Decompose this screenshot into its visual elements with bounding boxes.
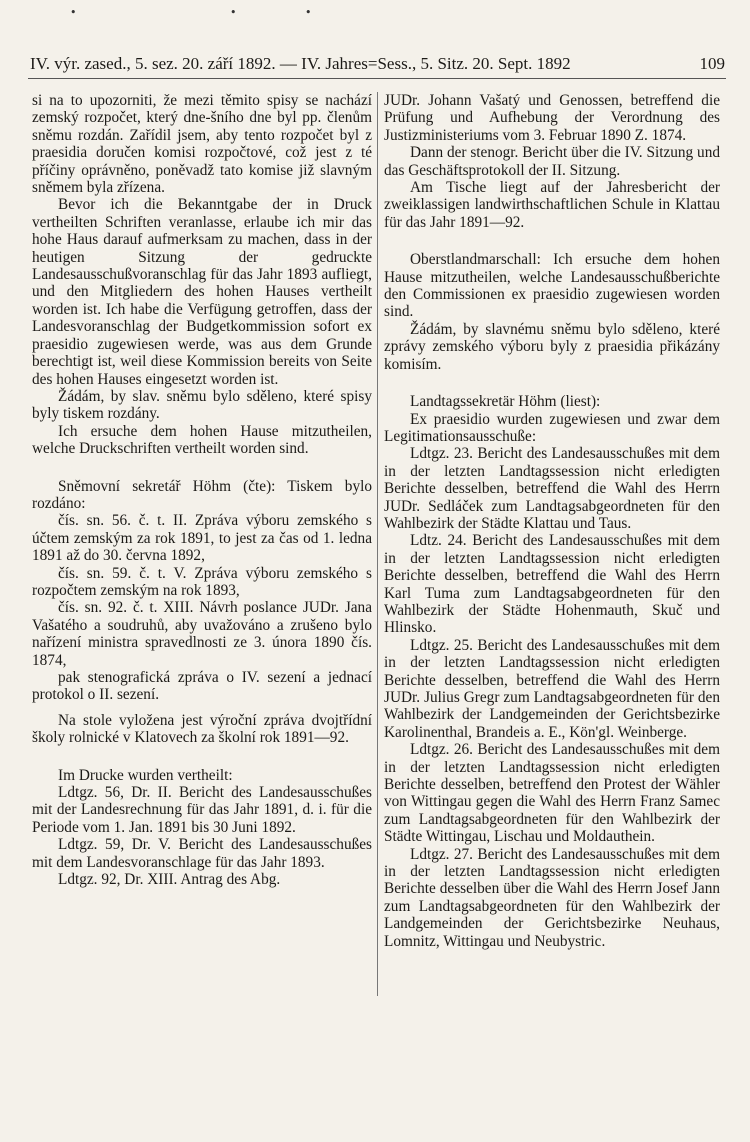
paragraph: Bevor ich die Bekanntgabe der in Druck vertheilten Schriften veranlasse, erlaube ich mir das hohe Haus darauf aufmerksam zu machen, dass in der heutigen Sitzung der gedruckte Landesausschußvoranschlag für das Jahr 1893 aufliegt, und den Mitgliedern des hohen Hauses vertheilt worden ist. Ich habe die Verfügung getroffen, dass der Landesvoranschlag der Budgetkommission sofort ex praesidio zugewiesen werde, was aus dem Grunde berechtigt ist, weil diese Kommission bereits von Seite des hohen Hauses eingesetzt worden ist. (32, 196, 372, 388)
paragraph: Ldtz. 24. Bericht des Landesausschußes mit dem in der letzten Landtagssession nicht erledigten Berichte desselben, betreffend die Wahl des Herrn Karl Tuma zum Landtagsabgeordneten für den Wahlbezirk der Städte Hohenmauth, Skuč und Hlinsko. (384, 532, 720, 637)
paragraph-gap (32, 747, 372, 767)
paragraph: Ldtgz. 27. Bericht des Landesausschußes mit dem in der letzten Landtagssession nicht erledigten Berichte desselben über die Wahl des Herrn Josef Jann zum Landtagsabgeordneten für den Wahlbezirk der Landgemeinden der Gerichtsbezirke Neuhaus, Lomnitz, Wittingau und Neubystric. (384, 845, 720, 950)
scan-dot: • (230, 6, 237, 19)
right-column (384, 92, 720, 950)
paragraph-gap (384, 231, 720, 251)
paragraph: Ldtgz. 56, Dr. II. Bericht des Landesausschußes mit der Landesrechnung für das Jahr 1891, d. i. für die Periode vom 1. Jan. 1891 bis 30 Juni 1892. (32, 784, 372, 836)
paragraph: pak stenografická zpráva o IV. sezení a jednací protokol o II. sezení. (32, 669, 372, 704)
paragraph: Ich ersuche dem hohen Hause mitzutheilen, welche Druckschriften vertheilt worden sind. (32, 422, 372, 458)
paragraph: Im Drucke wurden vertheilt: (58, 766, 233, 784)
paragraph-gap (32, 458, 372, 478)
paragraph: Oberstlandmarschall: Ich ersuche dem hohen Hause mitzutheilen, welche Landesausschußberichte den Commissionen ex praesidio zugewiesen worden sind. (384, 251, 720, 321)
paragraph: Am Tische liegt auf der Jahresbericht der zweiklassigen landwirthschaftlichen Schule in Klattau für das Jahr 1891—92. (384, 179, 720, 231)
left-column (32, 92, 372, 888)
paragraph: Dann der stenogr. Bericht über die IV. Sitzung und das Geschäftsprotokoll der II. Sitzung. (384, 144, 720, 179)
paragraph: Ldtgz. 59, Dr. V. Bericht des Landesausschußes mit dem Landesvoranschlage für das Jahr 1893. (32, 836, 372, 871)
running-head: IV. výr. zased., 5. sez. 20. září 1892. — IV. Jahres=Sess., 5. Sitz. 20. Sept. 1892 (30, 54, 571, 73)
paragraph: si na to upozorniti, že mezi těmito spisy se nachází zemský rozpočet, který dne-šního dne byl pp. členům sněmu rozdán. Zařídil jsem, aby tento rozpočet byl z praesidia doručen komisi rozpočtové, což jest z té příčiny oprávněno, poněvadž tato komise již slavným sněmem byla zřízena. (32, 92, 372, 197)
page-header (30, 54, 725, 74)
header-rule (28, 78, 726, 79)
scan-dot: • (70, 6, 77, 19)
paragraph: Ldtgz. 23. Bericht des Landesausschußes mit dem in der letzten Landtagssession nicht erledigten Berichte desselben, betreffend die Wahl des Herrn JUDr. Sedláček zum Landtagsabgeordneten für den Wahlbezirk der Städte Klattau und Taus. (384, 445, 720, 532)
paragraph: Na stole vyložena jest výroční zpráva dvojtřídní školy rolnické v Klatovech za školní rok 1891—92. (32, 711, 372, 747)
paragraph: Žádám, by slavnému sněmu bylo sděleno, které zprávy zemského výboru byly z praesidia přikázány komisím. (384, 320, 720, 373)
paragraph: čís. sn. 59. č. t. V. Zpráva výboru zemského s rozpočtem zemským na rok 1893, (32, 564, 372, 599)
paragraph: JUDr. Johann Vašatý und Genossen, betreffend die Prüfung und Aufhebung der Verordnung des Justizministeriums vom 3. Februar 1890 Z. 1874. (384, 92, 720, 144)
paragraph: Ldtgz. 92, Dr. XIII. Antrag des Abg. (58, 871, 281, 889)
paragraph: Ex praesidio wurden zugewiesen und zwar dem Legitimationsausschuße: (384, 410, 720, 445)
paragraph: čís. sn. 92. č. t. XIII. Návrh poslance JUDr. Jana Vašatého a soudruhů, aby uvažováno a zrušeno bylo nařízení ministra spravedlnosti ze 3. února 1890 čís. 1874, (32, 599, 372, 669)
paragraph: Ldtgz. 25. Bericht des Landesausschußes mit dem in der letzten Landtagssession nicht erledigten Berichte desselben, betreffend die Wahl des Herrn JUDr. Julius Gregr zum Landtagsabgeordneten für den Wahlbezirk der Landgemeinden der Gerichtsbezirke Karolinenthal, Brandeis a. E., Kön'gl. Weinberge. (384, 636, 720, 741)
scan-marks (0, 6, 750, 26)
column-divider (377, 92, 378, 996)
paragraph: Sněmovní sekretář Höhm (čte): Tiskem bylo rozdáno: (32, 477, 372, 512)
paragraph-gap (384, 373, 720, 393)
scan-dot: • (305, 6, 312, 19)
paragraph: Žádám, by slav. sněmu bylo sděleno, které spisy byly tiskem rozdány. (32, 387, 372, 423)
paragraph: Landtagssekretär Höhm (liest): (410, 393, 601, 411)
paragraph: Ldtgz. 26. Bericht des Landesausschußes mit dem in der letzten Landtagssession nicht erledigten Berichte desselben, betreffend den Protest der Wähler von Wittingau gegen die Wahl des Herrn Franz Samec zum Landtagsabgeordneten für den Wahlbezirk der Städte Wittingau, Lischau und Moldauthein. (384, 741, 720, 846)
page-number: 109 (699, 54, 725, 73)
paragraph-gap (32, 704, 372, 712)
paragraph: čís. sn. 56. č. t. II. Zpráva výboru zemského s účtem zemským za rok 1891, to jest za čas od 1. ledna 1891 až do 30. června 1892, (32, 512, 372, 565)
